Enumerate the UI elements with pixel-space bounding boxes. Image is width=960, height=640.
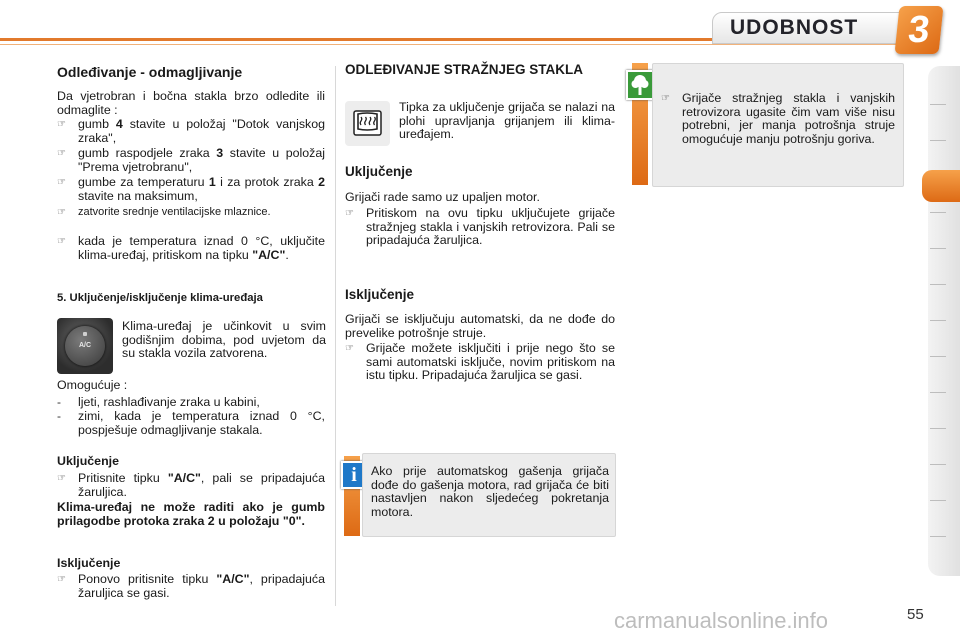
rear-defrost-on-text: Grijači rade samo uz upaljen motor. (345, 190, 540, 204)
pointer-icon: ☞ (57, 473, 66, 484)
page-title: UDOBNOST (730, 16, 859, 39)
side-tab-divider (930, 212, 946, 213)
pointer-icon: ☞ (345, 343, 354, 354)
side-tab-divider (930, 500, 946, 501)
rear-defrost-intro: Tipka za uključenje grijača se nalazi na plohi upravljanja grijanjem ili klima-uređajem. (399, 100, 615, 142)
defrost-bullet-4: ☞ zatvorite srednje ventilacijske mlaznice. (57, 206, 271, 218)
pointer-icon: ☞ (57, 177, 66, 188)
enables-label: Omogućuje : (57, 378, 128, 392)
section-5-heading: 5. Uključenje/isključenje klima-uređaja (57, 292, 263, 304)
eco-note (652, 63, 904, 187)
section-title-defrost: Odleđivanje - odmagljivanje (57, 64, 243, 80)
column-divider (335, 66, 336, 606)
rear-defrost-icon (345, 101, 390, 146)
side-tab-active-chapter[interactable] (922, 170, 960, 202)
side-tab-divider (930, 536, 946, 537)
ac-on-bullet: ☞ Pritisnite tipku "A/C", pali se pripadajuća žaruljica. (57, 471, 325, 499)
rear-defrost-off-heading: Isključenje (345, 287, 415, 302)
ac-on-heading: Uključenje (57, 454, 119, 468)
side-tab-divider (930, 356, 946, 357)
side-tab-divider (930, 320, 946, 321)
enables-item-2: - zimi, kada je temperatura iznad 0 °C, pospješuje odmagljivanje stakala. (57, 409, 325, 437)
watermark: carmanualsonline.info (614, 608, 829, 633)
ac-warning: Klima-uređaj ne može raditi ako je gumb prilagodbe protoka zraka 2 u položaju "0". (57, 500, 325, 528)
page-number: 55 (907, 606, 924, 623)
ac-button-image (57, 318, 113, 374)
ac-indicator-light (83, 332, 87, 336)
pointer-icon: ☞ (57, 119, 66, 130)
chapter-badge: 3 (894, 6, 943, 54)
info-icon: i (341, 461, 367, 489)
ac-off-bullet: ☞ Ponovo pritisnite tipku "A/C", pripadajuća žaruljica se gasi. (57, 572, 325, 600)
side-tab-divider (930, 104, 946, 105)
info-note (362, 453, 616, 537)
pointer-icon: ☞ (57, 574, 66, 585)
section-title-rear-defrost: ODLEĐIVANJE STRAŽNJEG STAKLA (345, 62, 584, 77)
pointer-icon: ☞ (57, 236, 66, 247)
rear-defrost-off-bullet: ☞ Grijače možete isključiti i prije nego što se sami automatski isključe, novim pritiskom na istu tipku. Pripadajuća žaruljica se gasi. (345, 341, 615, 383)
rear-defrost-on-heading: Uključenje (345, 164, 413, 179)
defrost-bullet-1: ☞ gumb 4 stavite u položaj "Dotok vanjskog zraka", (57, 117, 325, 145)
rear-defrost-on-bullet: ☞ Pritiskom na ovu tipku uključujete grijače stražnjeg stakla i vanjskih retrovizora. Pali se pripadajuća žaruljica. (345, 206, 615, 248)
defrost-bullet-2: ☞ gumb raspodjele zraka 3 stavite u položaj "Prema vjetrobranu", (57, 146, 325, 174)
side-tab-divider (930, 248, 946, 249)
side-tab-divider (930, 428, 946, 429)
ac-off-heading: Isključenje (57, 556, 121, 570)
pointer-icon: ☞ (345, 208, 354, 219)
side-tab-divider (930, 392, 946, 393)
rear-defrost-button-image (345, 101, 390, 146)
info-note-text: Ako prije automatskog gašenja grijača dođe do gašenja motora, rad grijača će biti nastavljen nakon sljedećeg pokretanja motora. (371, 464, 609, 519)
defrost-bullet-5: ☞ kada je temperatura iznad 0 °C, uključite klima-uređaj, pritiskom na tipku "A/C". (57, 234, 325, 262)
enables-item-1: - ljeti, rashlađivanje zraka u kabini, (57, 395, 260, 409)
side-tab-divider (930, 284, 946, 285)
eco-tree-icon (626, 70, 654, 100)
eco-note-bullet: ☞ Grijače stražnjeg stakla i vanjskih retrovizora ugasite čim vam više nisu potrebni, jer manja potrošnja struje omogućuje manju potrošnju goriva. (661, 91, 895, 146)
ac-knob (65, 326, 105, 366)
ac-button-label: A/C (78, 342, 92, 349)
ac-description: Klima-uređaj je učinkovit u svim godišnjim dobima, pod uvjetom da su stakla vozila zatvorena. (122, 319, 326, 361)
header-rule-thin (0, 44, 930, 45)
rear-defrost-off-text: Grijači se isključuju automatski, da ne dođe do prevelike potrošnje struje. (345, 312, 615, 340)
defrost-bullet-3: ☞ gumbe za temperaturu 1 i za protok zraka 2 stavite na maksimum, (57, 175, 325, 203)
pointer-icon: ☞ (661, 93, 670, 104)
side-tab-divider (930, 140, 946, 141)
pointer-icon: ☞ (57, 207, 66, 218)
pointer-icon: ☞ (57, 148, 66, 159)
side-tab-divider (930, 464, 946, 465)
defrost-intro: Da vjetrobran i bočna stakla brzo odledite ili odmaglite : (57, 89, 325, 117)
tree-icon (628, 72, 652, 98)
